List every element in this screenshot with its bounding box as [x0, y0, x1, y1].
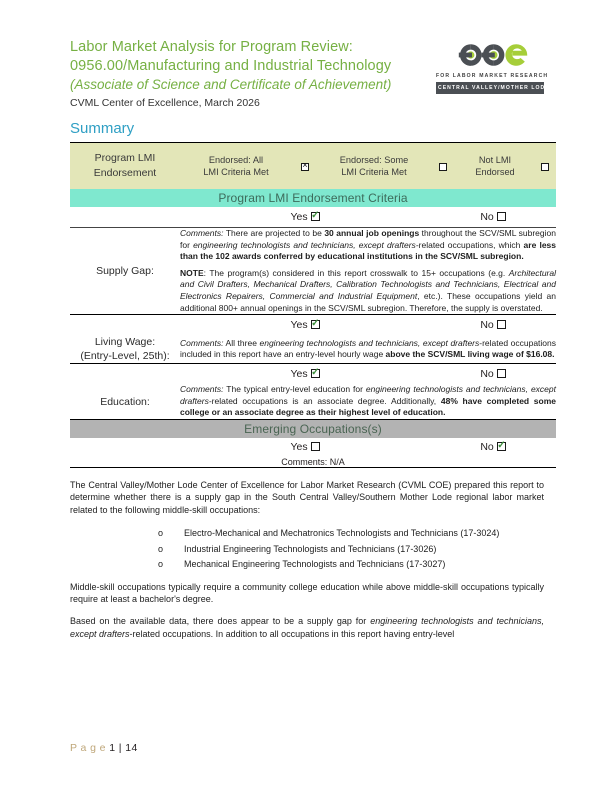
- education-no-checkbox[interactable]: [497, 369, 506, 378]
- endorsement-checkbox-all[interactable]: [301, 163, 310, 172]
- supply-gap-no-label: No: [480, 211, 494, 223]
- footer-page-word: P a g e: [70, 742, 106, 754]
- living-wage-no-cell[interactable]: [430, 315, 556, 336]
- title-block: [70, 36, 391, 111]
- report-title-line-1: Labor Market Analysis for Program Review:: [70, 39, 353, 55]
- supply-gap-yes-checkbox[interactable]: [311, 212, 320, 221]
- education-label: Education:: [100, 395, 150, 408]
- endorsement-label: [70, 143, 180, 190]
- report-title-line-3: (Associate of Science and Certificate of Achievement): [70, 77, 392, 92]
- living-wage-spacer: [70, 315, 180, 336]
- education-yesno-row: [70, 364, 556, 385]
- endorsement-option-all: [180, 143, 292, 190]
- education-yes-label: Yes: [290, 368, 308, 381]
- body-paragraph-1: The Central Valley/Mother Lode Center of Excellence for Labor Market Research (CVML COE) prepared this report to determine whether there is a supply gap in the South Central Valley/Southern Mother Lode regional labor market related to the following middle-skill occupations:: [70, 479, 544, 515]
- education-comments: Comments: The typical entry-level education for engineering technologists and technicians, except drafters-related occupations is an associate degree. Additionally, 48% have completed some college or an associate degree as their highest level of education.: [180, 384, 557, 418]
- supply-gap-label: Supply Gap:: [96, 265, 154, 278]
- education-comment-row: [70, 384, 556, 419]
- education-yes-cell[interactable]: [180, 364, 430, 385]
- supply-gap-yes-label: Yes: [290, 211, 308, 223]
- supply-gap-no-checkbox[interactable]: [497, 212, 506, 221]
- living-wage-yes-cell[interactable]: [180, 315, 430, 336]
- endorsement-checkbox-not-cell[interactable]: [534, 143, 556, 190]
- endorsement-option-not-line-2: Endorsed: [475, 167, 515, 177]
- summary-heading: Summary: [70, 120, 135, 137]
- supply-gap-comment-row: [70, 228, 556, 315]
- coe-wordmark-icon: [442, 40, 538, 70]
- emerging-comment: Comments: N/A: [281, 456, 345, 467]
- footer-page-numbers: 1 | 14: [109, 742, 138, 754]
- endorsement-option-some-line-1: Endorsed: Some: [339, 154, 409, 165]
- endorsement-option-all-line-2: LMI Criteria Met: [203, 167, 269, 177]
- page-footer: [70, 742, 138, 754]
- supply-gap-comments: Comments: There are projected to be 30 annual job openings throughout the SCV/SML subregion for engineering technologists and technicians, except drafters-related occupations, which are less than the 102 awards conferred by educational institutions in the SCV/SML subregion. NOTE: The program(s) considered in this report crosswalk to 15+ occupations (e.g. Architectural and Civil Drafters, Mechanical Drafters, Calibration Technologists and Technicians, Electrical and Electronics Repairers, Commercial and Industrial Equipment, etc.). These occupations yield an additional 800+ annual openings in the SCV/SML subregion. Therefore, the supply is overstated.: [180, 228, 557, 313]
- report-title-line-2: 0956.00/Manufacturing and Industrial Technology: [70, 58, 392, 74]
- living-wage-yesno-row: [70, 315, 556, 336]
- document-header: [70, 36, 550, 111]
- supply-gap-spacer: [70, 207, 180, 228]
- endorsement-label-line-2: Endorsement: [93, 167, 157, 179]
- emerging-band-row: [70, 419, 556, 438]
- endorsement-checkbox-some[interactable]: [439, 163, 448, 172]
- supply-gap-yes-cell[interactable]: [180, 207, 430, 228]
- program-lmi-endorsement-row: [70, 143, 556, 190]
- list-item: o Electro-Mechanical and Mechatronics Technologists and Technicians (17-3024): [158, 526, 544, 542]
- living-wage-label-line-2: (Entry-Level, 25th):: [80, 350, 170, 363]
- endorsement-option-some-line-2: LMI Criteria Met: [341, 167, 407, 177]
- education-yes-checkbox[interactable]: [311, 369, 320, 378]
- endorsement-option-not: [456, 143, 534, 190]
- living-wage-comment-row: [70, 335, 556, 363]
- emerging-yesno-row: [70, 438, 556, 457]
- emerging-spacer: [70, 438, 180, 457]
- emerging-yes-checkbox[interactable]: [311, 442, 320, 451]
- body-paragraph-2: Middle-skill occupations typically require a community college education while above middle-skill occupations typically require at least a bachelor's degree.: [70, 581, 544, 605]
- emerging-no-checkbox[interactable]: [497, 442, 506, 451]
- education-no-cell[interactable]: [430, 364, 556, 385]
- endorsement-label-line-1: Program LMI: [94, 152, 156, 164]
- endorsement-checkbox-not[interactable]: [541, 163, 550, 172]
- living-wage-label: [70, 335, 180, 363]
- list-item: o Industrial Engineering Technologists and Technicians (17-3026): [158, 542, 544, 558]
- coe-logo: [436, 36, 550, 94]
- list-item: o Mechanical Engineering Technologists and Technicians (17-3027): [158, 557, 544, 573]
- living-wage-yes-label: Yes: [290, 319, 308, 332]
- emerging-comment-row: [70, 457, 556, 468]
- body-paragraph-3: Based on the available data, there does appear to be a supply gap for engineering technologists and technicians, except drafters-related occupations. In addition to all occupations in this report having entry-level: [70, 616, 544, 639]
- report-byline: CVML Center of Excellence, March 2026: [70, 97, 260, 109]
- emerging-no-label: No: [480, 441, 494, 454]
- logo-region-bar: CENTRAL VALLEY/MOTHER LODE: [436, 82, 544, 94]
- living-wage-yes-checkbox[interactable]: [311, 320, 320, 329]
- endorsement-checkbox-all-cell[interactable]: [292, 143, 318, 190]
- education-no-label: No: [480, 368, 494, 381]
- endorsement-option-some: [318, 143, 430, 190]
- lmi-summary-table: [70, 142, 556, 468]
- criteria-band-title: Program LMI Endorsement Criteria: [70, 189, 556, 207]
- education-spacer: [70, 364, 180, 385]
- body-text: [70, 479, 544, 640]
- supply-gap-yesno-row: [70, 207, 556, 228]
- criteria-band-row: [70, 189, 556, 207]
- occupations-list: [70, 526, 544, 573]
- living-wage-label-line-1: Living Wage:: [94, 336, 156, 349]
- supply-gap-no-cell[interactable]: [430, 207, 556, 228]
- endorsement-option-all-line-1: Endorsed: All: [208, 154, 264, 165]
- emerging-band-title: Emerging Occupations(s): [70, 419, 556, 438]
- endorsement-checkbox-some-cell[interactable]: [430, 143, 456, 190]
- endorsement-option-not-line-1: Not LMI: [478, 154, 512, 165]
- emerging-no-cell[interactable]: [430, 438, 556, 457]
- emerging-yes-label: Yes: [290, 441, 308, 454]
- emerging-yes-cell[interactable]: [180, 438, 430, 457]
- living-wage-no-checkbox[interactable]: [497, 320, 506, 329]
- living-wage-no-label: No: [480, 319, 494, 332]
- living-wage-comments: Comments: All three engineering technologists and technicians, except drafters-related occupations included in this report have an entry-level hourly wage above the SCV/SML living wage of $16.08.: [180, 337, 557, 360]
- logo-tagline: FOR LABOR MARKET RESEARCH: [436, 73, 549, 79]
